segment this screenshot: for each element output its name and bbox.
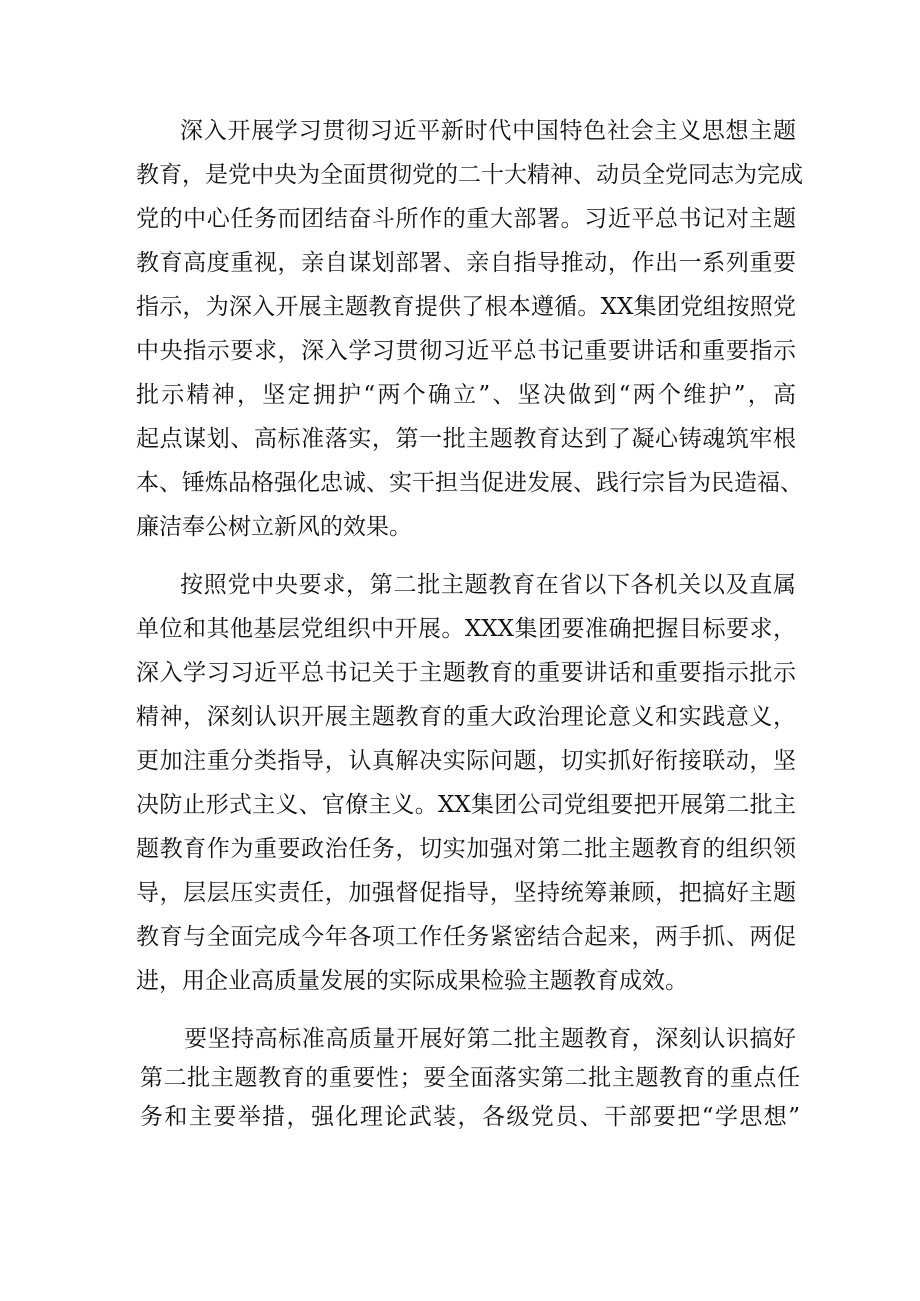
text-line: 进，用企业高质量发展的实际成果检验主题教育成效。: [136, 968, 688, 994]
text-line: 深入开展学习贯彻习近平新时代中国特色社会主义思想主题: [180, 118, 796, 144]
text-line: 教育与全面完成今年各项工作任务紧密结合起来，两手抓、两促: [136, 924, 796, 950]
text-line: 导，层层压实责任，加强督促指导，坚持统筹兼顾，把搞好主题: [136, 880, 796, 906]
text-line: 更加注重分类指导，认真解决实际问题，切实抓好衔接联动，坚: [136, 748, 796, 774]
text-line: 批示精神，坚定拥护“两个确立”、坚决做到“两个维护”，高: [136, 382, 796, 408]
text-line: 要坚持高标准高质量开展好第二批主题教育，深刻认识搞好: [184, 1026, 796, 1052]
text-line: 本、锤炼品格强化忠诚、实干担当促进发展、践行宗旨为民造福、: [136, 470, 803, 496]
text-line: 教育，是党中央为全面贯彻党的二十大精神、动员全党同志为完成: [136, 162, 803, 188]
text-line: 中央指示要求，深入学习贯彻习近平总书记重要讲话和重要指示: [136, 338, 796, 364]
text-line: 教育高度重视，亲自谋划部署、亲自指导推动，作出一系列重要: [136, 250, 796, 276]
text-line: 指示，为深入开展主题教育提供了根本遵循。XX集团党组按照党: [136, 294, 796, 320]
text-line: 题教育作为重要政治任务，切实加强对第二批主题教育的组织领: [136, 836, 796, 862]
text-line: 起点谋划、高标准落实，第一批主题教育达到了凝心铸魂筑牢根: [136, 426, 796, 452]
text-line: 决防止形式主义、官僚主义。XX集团公司党组要把开展第二批主: [136, 792, 796, 818]
text-line: 第二批主题教育的重要性；要全面落实第二批主题教育的重点任: [140, 1065, 800, 1091]
text-line: 按照党中央要求，第二批主题教育在省以下各机关以及直属: [180, 572, 796, 598]
text-line: 务和主要举措，强化理论武装，各级党员、干部要把“学思想”: [140, 1104, 800, 1130]
text-line: 党的中心任务而团结奋斗所作的重大部署。习近平总书记对主题: [136, 206, 796, 232]
text-line: 深入学习习近平总书记关于主题教育的重要讲话和重要指示批示: [136, 660, 796, 686]
text-line: 精神，深刻认识开展主题教育的重大政治理论意义和实践意义，: [136, 704, 796, 730]
text-line: 廉洁奉公树立新风的效果。: [136, 514, 412, 540]
text-line: 单位和其他基层党组织中开展。XXX集团要准确把握目标要求，: [136, 616, 796, 642]
